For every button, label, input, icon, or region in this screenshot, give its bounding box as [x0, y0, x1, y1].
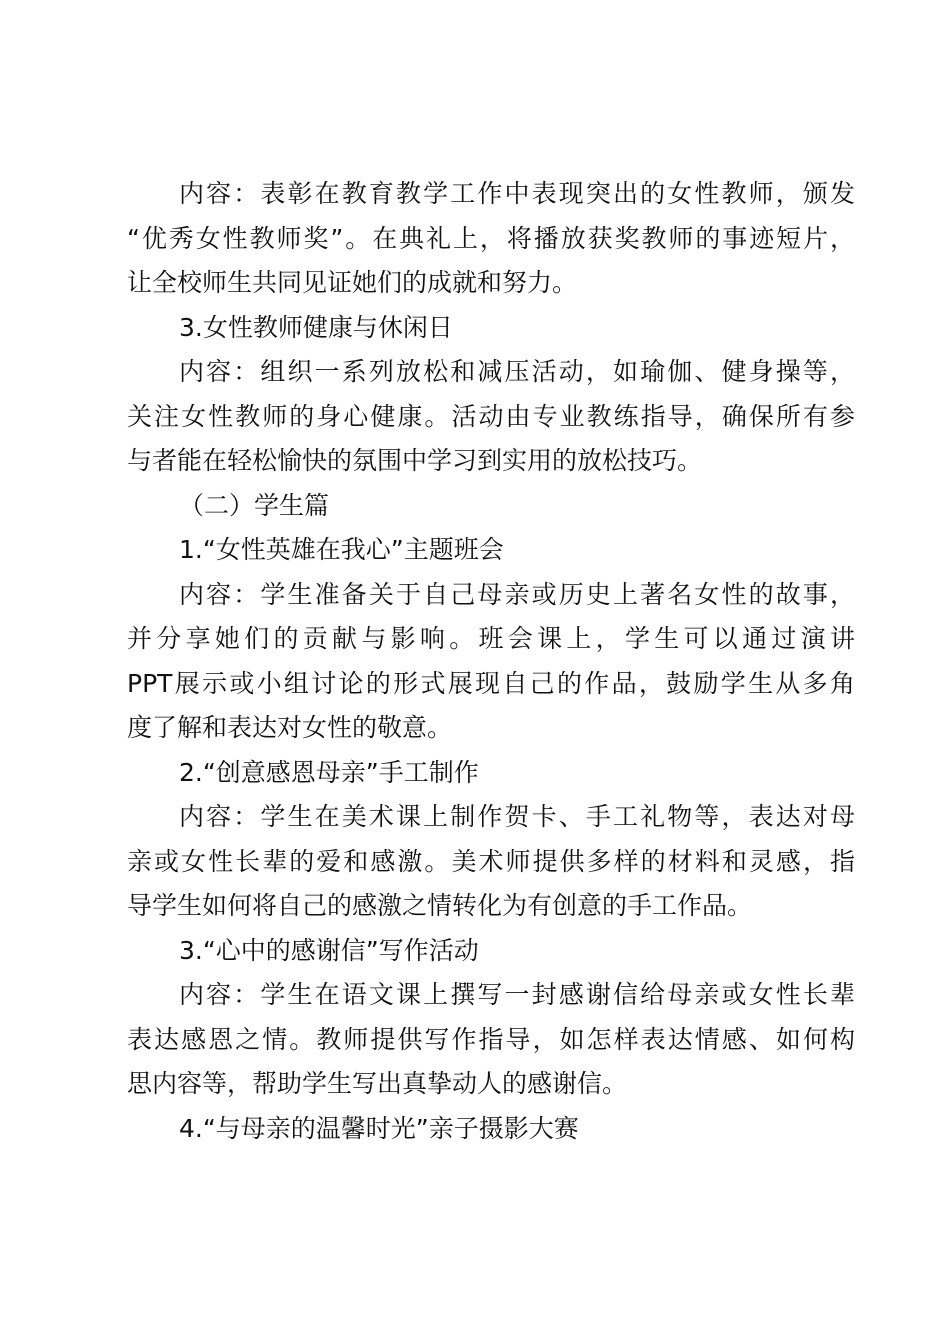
paragraph-line: 并分享她们的贡献与影响。班会课上，学生可以通过演讲: [127, 624, 855, 653]
paragraph-line: 内容：组织一系列放松和减压活动，如瑜伽、健身操等，: [179, 357, 855, 386]
section-heading: 2.“创意感恩母亲”手工制作: [179, 757, 479, 787]
paragraph-line: 导学生如何将自己的感激之情转化为有创意的手工作品。: [127, 891, 753, 920]
paragraph-line: 内容：表彰在教育教学工作中表现突出的女性教师，颁发: [179, 179, 855, 208]
paragraph-line: 表达感恩之情。教师提供写作指导，如怎样表达情感、如何构: [127, 1024, 855, 1054]
paragraph-line: 与者能在轻松愉快的氛围中学习到实用的放松技巧。: [127, 446, 703, 475]
section-heading: 3.女性教师健康与休闲日: [179, 312, 453, 342]
paragraph-line: 关注女性教师的身心健康。活动由专业教练指导，确保所有参: [127, 401, 855, 431]
paragraph-line: 度了解和表达对女性的敬意。: [127, 713, 453, 742]
section-heading: 3.“心中的感谢信”写作活动: [179, 935, 479, 965]
paragraph-line: 亲或女性长辈的爱和感激。美术师提供多样的材料和灵感，指: [127, 846, 855, 876]
section-heading: 1.“女性英雄在我心”主题班会: [179, 535, 504, 564]
chapter-heading: （二）学生篇: [179, 490, 330, 520]
document-body: [127, 172, 855, 1151]
paragraph-line: 思内容等，帮助学生写出真挚动人的感谢信。: [127, 1069, 628, 1098]
paragraph-line: 内容：学生在美术课上制作贺卡、手工礼物等，表达对母: [179, 802, 855, 831]
section-heading: 4.“与母亲的温馨时光”亲子摄影大赛: [179, 1113, 579, 1143]
paragraph-line: “优秀女性教师奖”。在典礼上，将播放获奖教师的事迹短片，: [127, 223, 855, 253]
paragraph-line: 内容：学生在语文课上撰写一封感谢信给母亲或女性长辈: [179, 980, 855, 1009]
paragraph-line: 让全校师生共同见证她们的成就和努力。: [127, 268, 578, 297]
paragraph-line: PPT展示或小组讨论的形式展现自己的作品，鼓励学生从多角: [127, 668, 855, 698]
paragraph-line: 内容：学生准备关于自己母亲或历史上著名女性的故事，: [179, 579, 855, 609]
